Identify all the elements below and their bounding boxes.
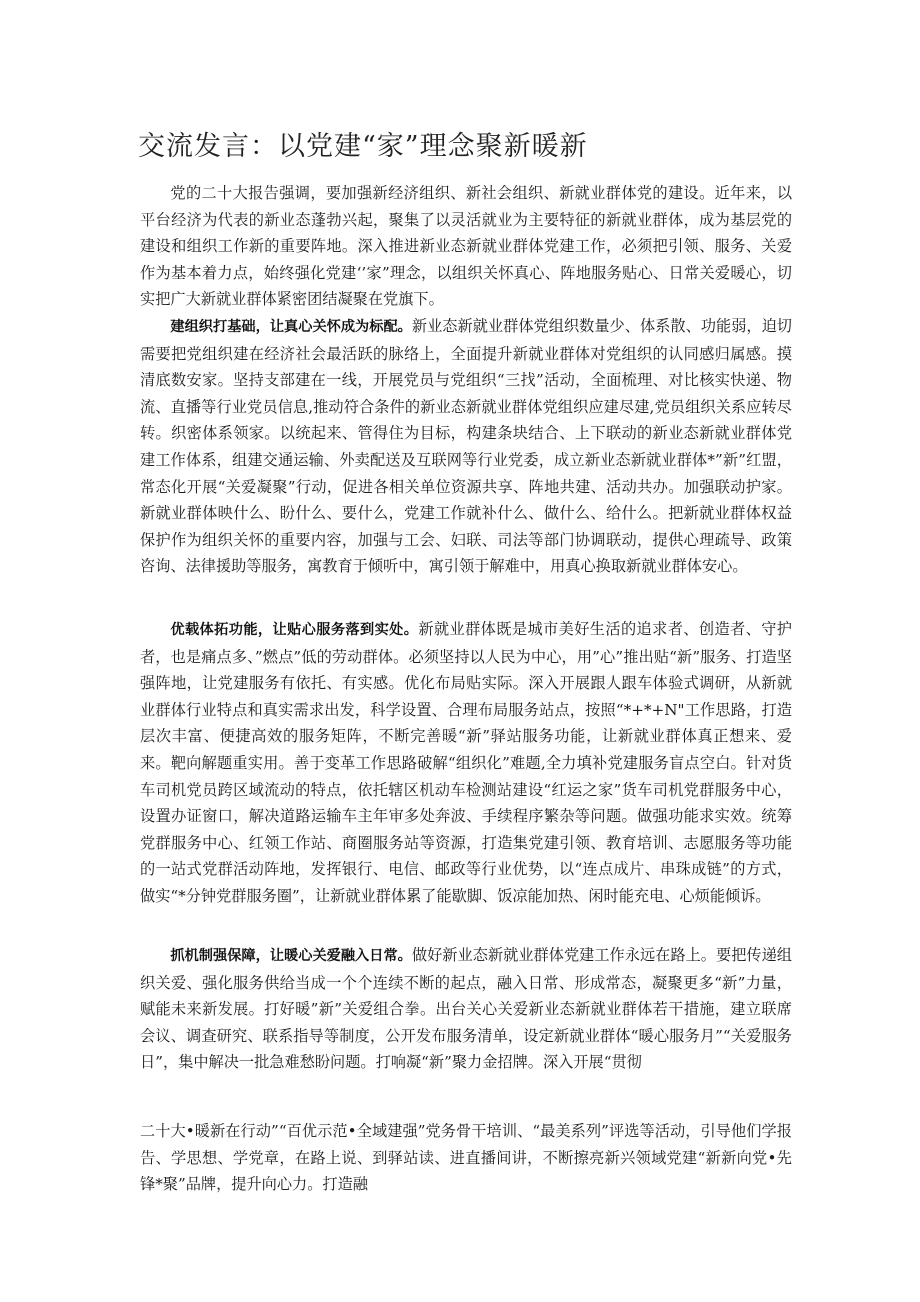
- section-lead-mechanism: 抓机制强保障，让暖心关爱融入日常。: [170, 948, 412, 964]
- intro-paragraph: 党的二十大报告强调，要加强新经济组织、新社会组织、新就业群体党的建设。近年来，以平台经济为代表的新业态蓬勃兴起，聚集了以灵活就业为主要特征的新就业群体，成为基层党的建设和组织工作新的重要阵地。深入推进新业态新就业群体党建工作，必须把引领、服务、关爱作为基本着力点，始终强化党建‘’家”理念，以组织关怀真心、阵地服务贴心、日常关爱暖心，切实把广大新就业群体紧密团结凝聚在党旗下。: [140, 184, 792, 309]
- section-paragraph-mechanism: [140, 942, 792, 1076]
- document-title: 交流发言：以党建“家”理念聚新暖新: [138, 131, 588, 162]
- section-lead-service: 优载体拓功能，让贴心服务落到实处。: [170, 622, 419, 638]
- section-body-organization: 新业态新就业群体党组织数量少、体系散、功能弱，迫切需要把党组织建在经济社会最活跃的脉络上，全面提升新就业群体对党组织的认同感归属感。摸清底数安家。坚持支部建在一线，开展党员与党组织“三找”活动，全面梳理、对比核实快递、物流、直播等行业党员信息,推动符合条件的新业态新就业群体党组织应建尽建,党员组织关系应转尽转。织密体系领家。以统起来、管得住为目标，构建条块结合、上下联动的新业态新就业群体党建工作体系，组建交通运输、外卖配送及互联网等行业党委，成立新业态新就业群体*”新”红盟，常态化开展“关爱凝聚”行动，促进各相关单位资源共享、阵地共建、活动共办。加强联动护家。新就业群体映什么、盼什么、要什么，党建工作就补什么、做什么、给什么。把新就业群体权益保护作为组织关怀的重要内容，加强与工会、妇联、司法等部门协调联动，提供心理疏导、政策咨询、法律援助等服务，寓教育于倾听中，寓引领于解难中，用真心换取新就业群体安心。: [140, 317, 792, 576]
- section-body-service: 新就业群体既是城市美好生活的追求者、创造者、守护者，也是痛点多、”燃点”低的劳动群体。必须坚持以人民为中心，用”心”推出贴“新”服务、打造坚强阵地，让党建服务有依托、有实感。优化布局贴实际。深入开展跟人跟车体验式调研，从新就业群体行业特点和真实需求出发，科学设置、合理布局服务站点，按照“*+*+N"工作思路，打造层次丰富、便捷高效的服务矩阵，不断完善暖“新”驿站服务功能，让新就业群体真正想来、爱来。靶向解题重实用。善于变革工作思路破解“组织化”难题,全力填补党建服务盲点空白。针对货车司机党员跨区域流动的特点，依托辖区机动车检测站建设“红运之家”货车司机党群服务中心，设置办证窗口，解决道路运输车主年审多处奔波、手续程序繁杂等问题。做强功能求实效。统筹党群服务中心、红领工作站、商圈服务站等资源，打造集党建引领、教育培训、志愿服务等功能的一站式党群活动阵地，发挥银行、电信、邮政等行业优势，以“连点成片、串珠成链”的方式，做实“*分钟党群服务圈”，让新就业群体累了能歇脚、饭凉能加热、闲时能充电、心烦能倾诉。: [140, 620, 792, 905]
- section-lead-organization: 建组织打基础，让真心关怀成为标配。: [170, 319, 412, 335]
- section-body-mechanism: 做好新业态新就业群体党建工作永远在路上。要把传递组织关爱、强化服务供给当成一个个连续不断的起点，融入日常、形成常态，凝聚更多“新”力量，赋能未来新发展。打好暖”新”关爱组合拳。出台关心关爱新业态新就业群体若干措施，建立联席会议、调查研究、联系指导等制度，公开发布服务清单，设定新就业群体“暖心服务月”“关爱服务日”，集中解决一批急难愁盼问题。打响凝“新”聚力金招牌。深入开展“贯彻: [140, 946, 792, 1072]
- continuation-paragraph: 二十大•暖新在行动”“百优示范•全域建强”党务骨干培训、“最美系列”评选等活动，引导他们学报告、学思想、学党章，在路上说、到驿站读、进直播间讲，不断擦亮新兴领域党建“新新向党•先锋*聚”品牌，提升向心力。打造融: [140, 1122, 792, 1194]
- section-paragraph-organization: [140, 313, 792, 580]
- section-paragraph-service: [140, 616, 792, 910]
